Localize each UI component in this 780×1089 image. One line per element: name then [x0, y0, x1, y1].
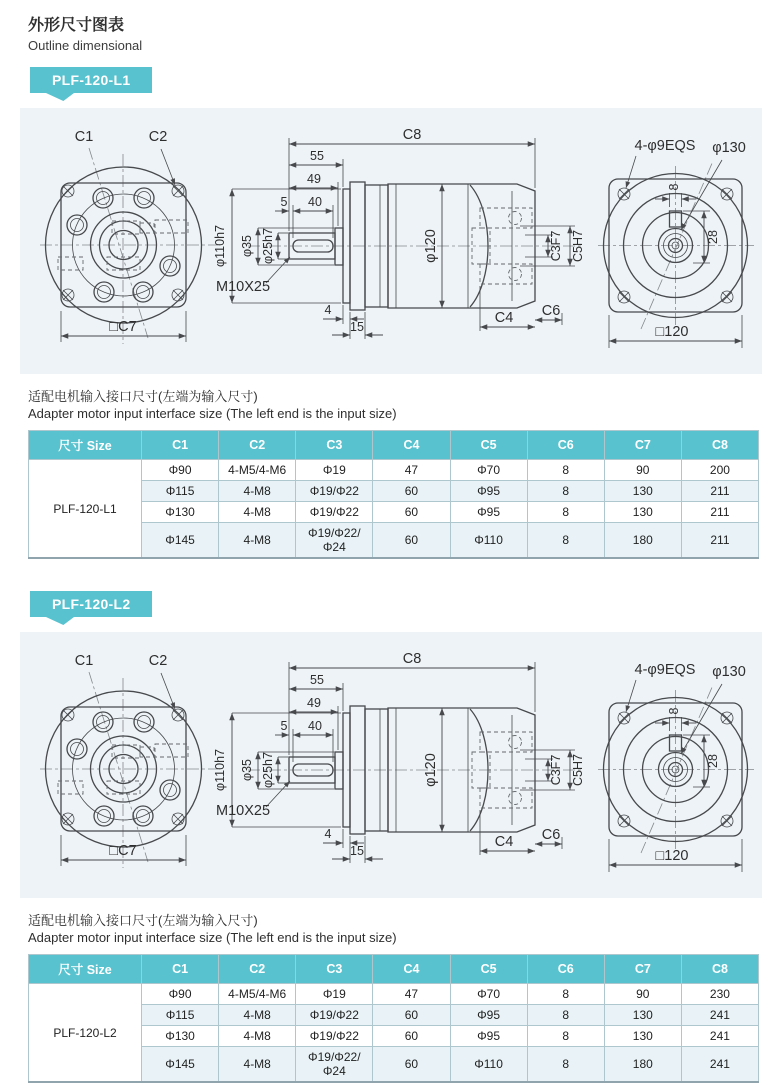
- table-cell: Φ19: [296, 460, 373, 481]
- col-header-c1: C1: [142, 431, 219, 460]
- model-badge: [30, 591, 152, 617]
- table-cell: Φ130: [142, 1026, 219, 1047]
- dim-label-dia120: φ120: [423, 229, 439, 263]
- table-cell: 60: [373, 481, 450, 502]
- col-header-c4: C4: [373, 431, 450, 460]
- table-cell: 8: [527, 523, 604, 559]
- table-cell: 8: [527, 1047, 604, 1083]
- dim-label-c8: C8: [402, 127, 422, 143]
- table-cell: 47: [373, 460, 450, 481]
- table-cell: 230: [681, 984, 758, 1005]
- col-header-c8: C8: [681, 955, 758, 984]
- dim-label-dia25h7: φ25h7: [261, 228, 275, 264]
- col-header-c3: C3: [296, 955, 373, 984]
- table-cell: Φ145: [142, 523, 219, 559]
- table-cell: Φ19/Φ22: [296, 502, 373, 523]
- table-cell: 211: [681, 502, 758, 523]
- table-cell: Φ110: [450, 523, 527, 559]
- table-cell: Φ90: [142, 460, 219, 481]
- dim-label-c2: C2: [148, 129, 168, 145]
- dim-label-c5h7: C5H7: [571, 230, 585, 262]
- table-cell: Φ19: [296, 984, 373, 1005]
- table-cell: Φ19/Φ22/Φ24: [296, 1047, 373, 1083]
- table-cell: Φ70: [450, 460, 527, 481]
- col-header-c5: C5: [450, 955, 527, 984]
- table-cell: 4-M5/4-M6: [219, 460, 296, 481]
- table-cell: 241: [681, 1047, 758, 1083]
- table-cell: 60: [373, 1005, 450, 1026]
- table-cell: Φ19/Φ22/Φ24: [296, 523, 373, 559]
- table-cell: 8: [527, 1026, 604, 1047]
- table-cell: 200: [681, 460, 758, 481]
- row-label: PLF-120-L1: [29, 460, 142, 559]
- col-header-size: 尺寸 Size: [29, 955, 142, 984]
- table-cell: 4-M8: [219, 1047, 296, 1083]
- table-cell: Φ95: [450, 481, 527, 502]
- rear-view: [598, 138, 754, 348]
- col-header-c8: C8: [681, 431, 758, 460]
- badge-tail: [46, 617, 74, 625]
- table-cell: Φ130: [142, 502, 219, 523]
- table-cell: Φ90: [142, 984, 219, 1005]
- table-cell: 47: [373, 984, 450, 1005]
- table-row: [29, 984, 759, 1005]
- col-header-c4: C4: [373, 955, 450, 984]
- table-cell: 4-M8: [219, 523, 296, 559]
- table-row: [29, 460, 759, 481]
- page-title-zh: 外形尺寸图表: [28, 17, 125, 34]
- table-cell: Φ19/Φ22: [296, 1005, 373, 1026]
- table-cell: Φ19/Φ22: [296, 481, 373, 502]
- table-cell: 130: [604, 1026, 681, 1047]
- col-header-c3: C3: [296, 431, 373, 460]
- dim-label-28: 28: [706, 230, 720, 244]
- table-cell: 4-M8: [219, 1026, 296, 1047]
- col-header-c6: C6: [527, 955, 604, 984]
- dim-label-49: 49: [307, 172, 321, 186]
- model-badge-label: PLF-120-L1: [52, 72, 131, 88]
- table-cell: 8: [527, 460, 604, 481]
- dim-label-4: 4: [324, 303, 332, 317]
- table-cell: Φ70: [450, 984, 527, 1005]
- dim-label-8: 8: [667, 183, 681, 191]
- table-cell: 60: [373, 1047, 450, 1083]
- outline-drawing: [20, 632, 762, 898]
- table-cell: 90: [604, 460, 681, 481]
- dim-label-5: 5: [280, 195, 288, 209]
- dim-label-dia35: φ35: [240, 234, 254, 258]
- front-view: [40, 129, 218, 344]
- side-view: [213, 127, 585, 339]
- col-header-c5: C5: [450, 431, 527, 460]
- page-title-en: Outline dimensional: [28, 38, 143, 53]
- table-cell: 60: [373, 523, 450, 559]
- note-en: Adapter motor input interface size (The left end is the input size): [28, 930, 397, 945]
- table-cell: 8: [527, 502, 604, 523]
- table-cell: 4-M5/4-M6: [219, 984, 296, 1005]
- table-cell: 211: [681, 523, 758, 559]
- table-cell: Φ95: [450, 1026, 527, 1047]
- section-plf-120-l2: [0, 591, 780, 1083]
- dim-label-m10x25: M10X25: [216, 279, 271, 295]
- note-zh: 适配电机输入接口尺寸(左端为输入尺寸): [28, 913, 258, 928]
- col-header-c7: C7: [604, 955, 681, 984]
- dim-label-c6: C6: [541, 303, 561, 319]
- table-cell: 4-M8: [219, 1005, 296, 1026]
- table-cell: Φ145: [142, 1047, 219, 1083]
- table-cell: 8: [527, 481, 604, 502]
- table-cell: 60: [373, 1026, 450, 1047]
- header-row: [29, 431, 759, 460]
- section-plf-120-l1: [0, 67, 780, 559]
- dim-label-sq120: □120: [655, 324, 689, 340]
- dim-label-c3f7: C3F7: [549, 230, 563, 262]
- table-cell: 4-M8: [219, 481, 296, 502]
- note-en: Adapter motor input interface size (The left end is the input size): [28, 406, 397, 421]
- header-row: [29, 955, 759, 984]
- table-cell: 241: [681, 1005, 758, 1026]
- col-header-c2: C2: [219, 955, 296, 984]
- col-header-c2: C2: [219, 431, 296, 460]
- table-cell: 130: [604, 1005, 681, 1026]
- drawing-panel: [20, 108, 762, 374]
- dim-label-4-dia9eqs: 4-φ9EQS: [634, 138, 696, 154]
- table-cell: Φ19/Φ22: [296, 1026, 373, 1047]
- badge-tail: [46, 93, 74, 101]
- table-cell: Φ95: [450, 502, 527, 523]
- model-badge: [30, 67, 152, 93]
- dim-label-dia130: φ130: [712, 140, 746, 156]
- table-cell: 60: [373, 502, 450, 523]
- table-cell: 130: [604, 502, 681, 523]
- table-cell: 241: [681, 1026, 758, 1047]
- outline-drawing: [20, 108, 762, 374]
- table-cell: 211: [681, 481, 758, 502]
- dim-label-c1: C1: [74, 129, 94, 145]
- table-cell: 180: [604, 1047, 681, 1083]
- model-badge-label: PLF-120-L2: [52, 596, 131, 612]
- row-label: PLF-120-L2: [29, 984, 142, 1083]
- dim-label-dia110h7: φ110h7: [213, 225, 227, 267]
- table-cell: Φ95: [450, 1005, 527, 1026]
- dimension-table: [28, 954, 759, 1083]
- col-header-size: 尺寸 Size: [29, 431, 142, 460]
- dim-label-c4: C4: [494, 310, 514, 326]
- table-cell: 130: [604, 481, 681, 502]
- col-header-c1: C1: [142, 955, 219, 984]
- table-cell: 4-M8: [219, 502, 296, 523]
- col-header-c7: C7: [604, 431, 681, 460]
- dim-label-55: 55: [310, 149, 324, 163]
- table-cell: 90: [604, 984, 681, 1005]
- note-zh: 适配电机输入接口尺寸(左端为输入尺寸): [28, 389, 258, 404]
- dim-label-c7: □C7: [109, 319, 137, 335]
- table-cell: Φ115: [142, 481, 219, 502]
- table-cell: 8: [527, 984, 604, 1005]
- dimension-table: [28, 430, 759, 559]
- table-cell: Φ110: [450, 1047, 527, 1083]
- drawing-panel: [20, 632, 762, 898]
- dim-label-15: 15: [350, 320, 364, 334]
- table-cell: Φ115: [142, 1005, 219, 1026]
- col-header-c6: C6: [527, 431, 604, 460]
- table-cell: 8: [527, 1005, 604, 1026]
- dim-label-40: 40: [308, 195, 322, 209]
- table-cell: 180: [604, 523, 681, 559]
